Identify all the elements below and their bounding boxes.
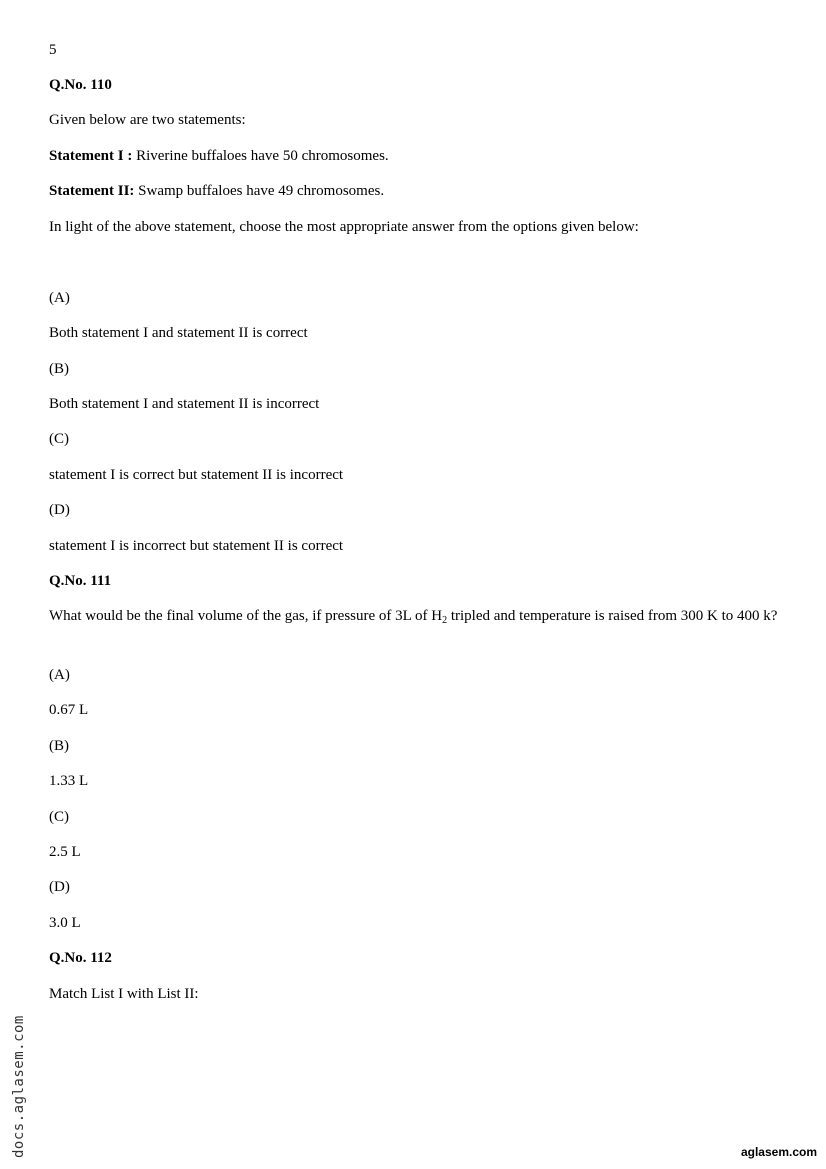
question-111-text-part2: tripled and temperature is raised from 300 K to 400 k? (447, 608, 778, 624)
q111-option-d-text: 3.0 L (49, 915, 81, 931)
statement-1 (49, 147, 389, 165)
question-110-intro: Given below are two statements: (49, 112, 246, 128)
q110-option-a-text: Both statement I and statement II is correct (49, 325, 308, 341)
question-110-heading: Q.No. 110 (49, 77, 112, 93)
q110-option-a-label: (A) (49, 290, 70, 306)
question-112-intro: Match List I with List II: (49, 986, 199, 1002)
corner-watermark: aglasem.com (740, 1145, 817, 1159)
q110-option-c-text: statement I is correct but statement II is incorrect (49, 467, 344, 483)
q110-option-b-text: Both statement I and statement II is incorrect (49, 396, 320, 412)
question-111-text-part1: What would be the final volume of the gas, if pressure of 3L of H (49, 608, 443, 624)
q111-option-a-label: (A) (49, 667, 70, 683)
q111-option-a-text: 0.67 L (49, 702, 89, 718)
question-111-subscript: 2 (442, 615, 448, 626)
question-111-text (49, 604, 789, 628)
page-number: 5 (49, 42, 57, 58)
statement-2-text: Swamp buffaloes have 49 chromosomes. (138, 183, 385, 199)
statement-1-text: Riverine buffaloes have 50 chromosomes. (136, 148, 389, 164)
q111-option-b-text: 1.33 L (49, 773, 89, 789)
q110-option-b-label: (B) (49, 361, 69, 377)
q110-option-d-label: (D) (49, 502, 70, 518)
side-watermark: docs.aglasem.com (11, 1015, 27, 1158)
question-110-instruction: In light of the above statement, choose the most appropriate answer from the options given below: (49, 219, 639, 235)
q111-option-d-label: (D) (49, 879, 70, 895)
q110-option-c-label: (C) (49, 431, 69, 447)
question-112-heading: Q.No. 112 (49, 950, 112, 966)
q111-option-c-text: 2.5 L (49, 844, 81, 860)
statement-2-label: Statement II: (49, 183, 135, 199)
q110-option-d-text: statement I is incorrect but statement II is correct (49, 538, 344, 554)
statement-2 (49, 182, 384, 200)
q111-option-b-label: (B) (49, 738, 69, 754)
statement-1-label: Statement I : (49, 148, 133, 164)
question-111-heading: Q.No. 111 (49, 573, 112, 589)
q111-option-c-label: (C) (49, 809, 69, 825)
